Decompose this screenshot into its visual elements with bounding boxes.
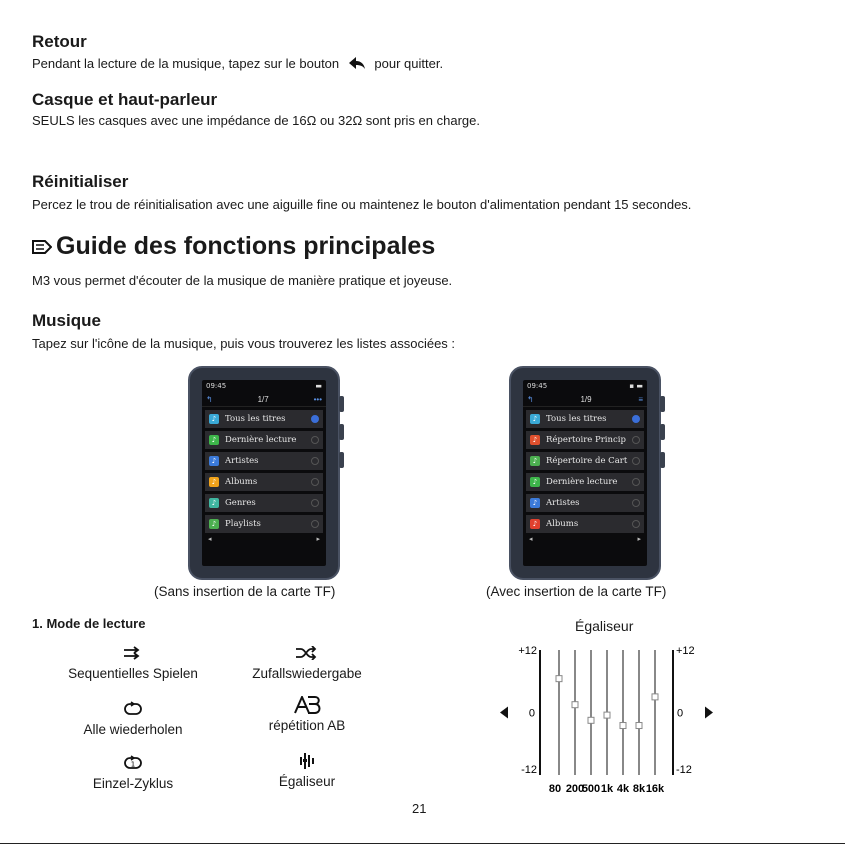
page-indicator: 1/7 xyxy=(257,394,269,404)
eq-label-mid-right: 0 xyxy=(677,707,684,720)
radio-indicator xyxy=(632,478,640,486)
mode-sequential xyxy=(60,642,206,681)
eq-slider-knob xyxy=(620,723,626,729)
device-left xyxy=(188,366,340,580)
repeat-one-icon xyxy=(60,752,206,774)
menu-item-label: Albums xyxy=(225,477,258,487)
eq-label-bottom-left: -12 xyxy=(521,764,537,776)
menu-item-label: Répertoire Princip xyxy=(546,435,626,445)
eq-label-bottom-right: -12 xyxy=(676,764,692,776)
radio-indicator xyxy=(632,499,640,507)
arrow-left-icon xyxy=(500,707,508,719)
radio-indicator xyxy=(311,520,319,528)
back-icon[interactable]: ↰ xyxy=(527,394,534,404)
eq-band-label: 80 xyxy=(548,783,562,795)
equalizer-diagram xyxy=(495,640,720,800)
battery-icon: ▬ xyxy=(315,382,322,390)
menu-item-icon: ♪ xyxy=(209,435,219,445)
retour-text-before: Pendant la lecture de la musique, tapez sur le bouton xyxy=(32,56,340,71)
section-title-reinit: Réinitialiser xyxy=(32,172,129,191)
menu-item-label: Playlists xyxy=(225,519,261,529)
radio-indicator xyxy=(632,436,640,444)
guide-title: Guide des fonctions principales xyxy=(56,232,436,260)
eq-slider-knob xyxy=(604,712,610,718)
eq-slider-knob xyxy=(652,694,658,700)
menu-item-label: Tous les titres xyxy=(225,414,286,424)
bottom-rule xyxy=(0,843,845,844)
radio-indicator xyxy=(311,478,319,486)
mode-label: Sequentielles Spielen xyxy=(68,666,198,681)
svg-text:1: 1 xyxy=(130,760,136,769)
mode-label: Einzel-Zyklus xyxy=(92,776,174,791)
menu-item-label: Artistes xyxy=(225,456,259,466)
guide-heading xyxy=(32,232,435,261)
menu-item[interactable] xyxy=(205,515,323,533)
menu-item-label: Albums xyxy=(546,519,579,529)
eq-slider-knob xyxy=(556,676,562,682)
equalizer-icon xyxy=(237,750,377,772)
radio-indicator xyxy=(632,520,640,528)
menu-item-icon: ♪ xyxy=(530,456,540,466)
battery-icon: ▪ ▬ xyxy=(629,382,643,390)
mode-equalizer xyxy=(237,750,377,789)
menu-item[interactable] xyxy=(526,410,644,428)
mode-shuffle xyxy=(237,642,377,681)
eq-band-label: 1k xyxy=(600,783,614,795)
eq-band-label: 500 xyxy=(581,783,601,795)
radio-indicator xyxy=(632,415,640,423)
radio-indicator xyxy=(311,499,319,507)
menu-item[interactable] xyxy=(526,452,644,470)
menu-item-label: Répertoire de Cart xyxy=(546,456,628,466)
device-left-screen xyxy=(202,380,326,566)
menu-list-left xyxy=(202,410,326,533)
eq-label-mid-left: 0 xyxy=(528,707,535,720)
menu-item-icon: ♪ xyxy=(209,456,219,466)
mode-repeat-one xyxy=(60,752,206,791)
menu-item[interactable] xyxy=(205,452,323,470)
menu-item[interactable] xyxy=(205,473,323,491)
radio-indicator xyxy=(632,457,640,465)
mode-label: Alle wiederholen xyxy=(83,722,183,737)
radio-indicator xyxy=(311,457,319,465)
eq-label-top-left: +12 xyxy=(518,645,537,657)
section-text-musique: Tapez sur l'icône de la musique, puis vous trouverez les listes associées : xyxy=(32,336,456,351)
section-text-casque: SEULS les casques avec une impédance de 16Ω ou 32Ω sont pris en charge. xyxy=(32,113,480,128)
eq-slider-knob xyxy=(636,723,642,729)
menu-item-icon: ♪ xyxy=(209,519,219,529)
menu-item[interactable] xyxy=(205,410,323,428)
eq-slider-knob xyxy=(572,702,578,708)
menu-item-icon: ♪ xyxy=(530,414,540,424)
menu-item[interactable] xyxy=(205,494,323,512)
mode-repeat-all xyxy=(60,698,206,737)
mode-ab-repeat xyxy=(237,694,377,733)
menu-item[interactable] xyxy=(205,431,323,449)
section-text-retour xyxy=(32,56,443,72)
arrow-right-icon xyxy=(705,707,713,719)
mode-label: Zufallswiedergabe xyxy=(252,666,362,681)
menu-list-right xyxy=(523,410,647,533)
menu-item-icon: ♪ xyxy=(530,435,540,445)
menu-item[interactable] xyxy=(526,473,644,491)
ab-repeat-icon xyxy=(237,694,377,716)
prev-icon[interactable]: ◂ xyxy=(529,536,533,543)
caption-right: (Avec insertion de la carte TF) xyxy=(486,584,667,599)
menu-item-icon: ♪ xyxy=(209,414,219,424)
device-right xyxy=(509,366,661,580)
menu-item-icon: ♪ xyxy=(209,498,219,508)
page-indicator: 1/9 xyxy=(580,394,592,404)
menu-item-icon: ♪ xyxy=(530,498,540,508)
eq-title: Égaliseur xyxy=(575,618,634,634)
more-icon[interactable]: ••• xyxy=(313,394,322,404)
back-icon[interactable]: ↰ xyxy=(206,394,213,404)
section-title-casque: Casque et haut-parleur xyxy=(32,90,218,109)
menu-item[interactable] xyxy=(526,494,644,512)
shuffle-icon xyxy=(237,642,377,664)
eq-label-top-right: +12 xyxy=(676,645,695,657)
caption-left: (Sans insertion de la carte TF) xyxy=(154,584,336,599)
section-text-reinit: Percez le trou de réinitialisation avec une aiguille fine ou maintenez le bouton d'alimentation pendant 15 secondes. xyxy=(32,197,692,212)
repeat-all-icon xyxy=(60,698,206,720)
arrow-tag-icon xyxy=(32,239,52,255)
menu-item-label: Genres xyxy=(225,498,256,508)
next-icon[interactable]: ▸ xyxy=(637,536,641,543)
next-icon[interactable]: ▸ xyxy=(316,536,320,543)
eq-band-label: 4k xyxy=(616,783,630,795)
device-right-screen xyxy=(523,380,647,566)
mode-label: répétition AB xyxy=(268,718,346,733)
retour-text-after: pour quitter. xyxy=(374,56,444,71)
sequential-icon xyxy=(60,642,206,664)
guide-text: M3 vous permet d'écouter de la musique de manière pratique et joyeuse. xyxy=(32,273,453,288)
eq-slider-knob xyxy=(588,717,594,723)
menu-item-label: Dernière lecture xyxy=(546,477,618,487)
section-title-musique: Musique xyxy=(32,311,101,330)
radio-indicator xyxy=(311,415,319,423)
radio-indicator xyxy=(311,436,319,444)
prev-icon[interactable]: ◂ xyxy=(208,536,212,543)
page-number: 21 xyxy=(412,801,427,816)
eq-band-label: 8k xyxy=(632,783,646,795)
menu-item-label: Dernière lecture xyxy=(225,435,297,445)
status-time: 09:45 xyxy=(206,382,227,390)
status-time: 09:45 xyxy=(527,382,548,390)
eq-band-label: 200 xyxy=(565,783,585,795)
menu-item[interactable] xyxy=(526,515,644,533)
menu-item-label: Artistes xyxy=(546,498,580,508)
menu-icon[interactable]: ≡ xyxy=(638,394,643,404)
mode-label: Égaliseur xyxy=(278,774,336,789)
menu-item-icon: ♪ xyxy=(530,519,540,529)
menu-item-label: Tous les titres xyxy=(546,414,607,424)
menu-item[interactable] xyxy=(526,431,644,449)
back-arrow-icon xyxy=(343,57,371,72)
mode-title: 1. Mode de lecture xyxy=(32,616,146,631)
menu-item-icon: ♪ xyxy=(530,477,540,487)
eq-band-label: 16k xyxy=(645,783,665,795)
section-title-retour: Retour xyxy=(32,32,87,51)
menu-item-icon: ♪ xyxy=(209,477,219,487)
